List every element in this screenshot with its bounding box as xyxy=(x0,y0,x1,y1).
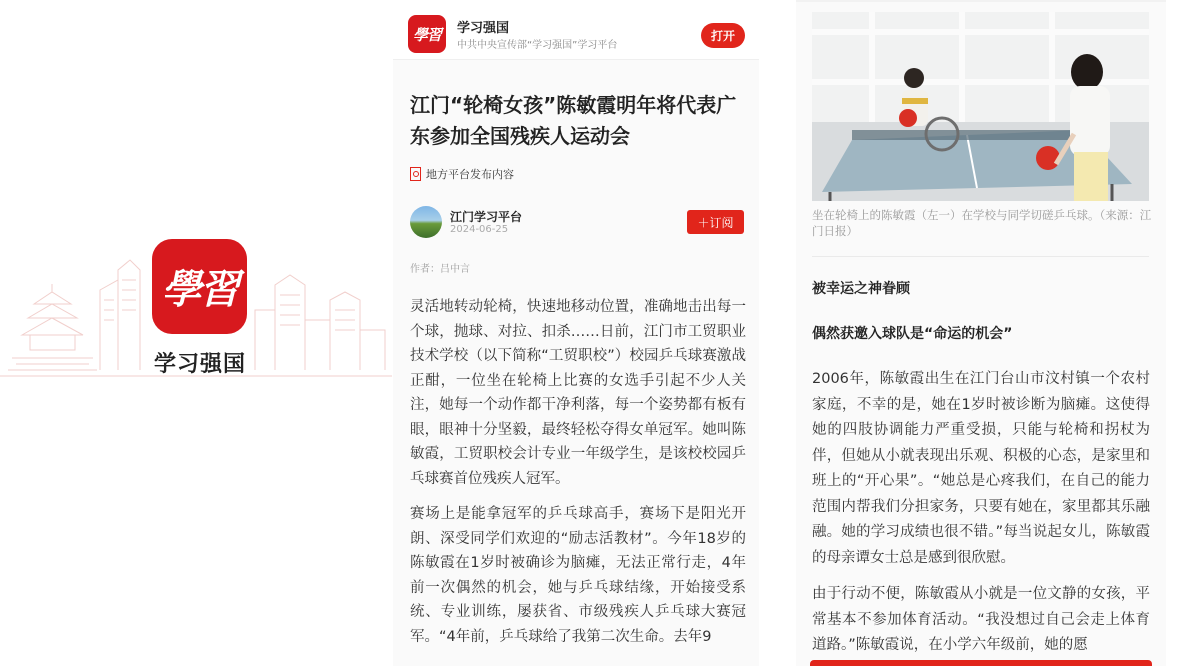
photo-caption: 坐在轮椅上的陈敏霞（左一）在学校与同学切磋乒乓球。（来源：江门日报） xyxy=(812,208,1152,238)
banner-app-name: 学习强国 xyxy=(457,21,510,36)
splash-app-name: 学习强国 xyxy=(153,352,246,377)
channel-row xyxy=(410,206,746,240)
open-app-button[interactable]: 打开 xyxy=(701,23,745,48)
article-continued xyxy=(796,0,1166,666)
app-logo-text: 學習 xyxy=(161,266,238,313)
article-content xyxy=(410,90,746,649)
app-banner xyxy=(393,0,759,60)
article-body xyxy=(812,367,1150,659)
article-paragraph: 2006年，陈敏霞出生在江门台山市汶村镇一个农村家庭，不幸的是，她在1岁时被诊断为脑瘫。这使得她的四肢协调能力严重受损，只能与轮椅和拐杖为伴，但她从小就表现出乐观、积极的心态，是家里和班上的“开心果”。“她总是心疼我们，在自己的能力范围内帮我们分担家务，只要有她在，家里都其乐融融。她的学习成绩也很不错。”每当说起女儿，陈敏霞的母亲谭女士总是感到很欣慰。 xyxy=(812,371,1150,566)
splash-screen xyxy=(0,0,392,666)
divider xyxy=(796,0,1166,2)
article-paragraph: 由于行动不便，陈敏霞从小就是一位文静的女孩，平常基本不参加体育活动。“我没想过自己会走上体育道路。”陈敏霞说，在小学六年级前，她的愿 xyxy=(812,586,1150,653)
open-in-app-bar[interactable] xyxy=(810,660,1152,666)
section-heading: 被幸运之神眷顾 xyxy=(812,281,910,297)
app-logo-text: 學習 xyxy=(412,25,441,44)
section-subheading: 偶然获邀入球队是“命运的机会” xyxy=(812,326,1013,342)
channel-name[interactable]: 江门学习平台 xyxy=(450,210,523,224)
badge-icon xyxy=(410,167,421,181)
author-line: 作者：吕中言 xyxy=(410,264,470,275)
app-logo-icon xyxy=(408,15,446,53)
article-title: 江门“轮椅女孩”陈敏霞明年将代表广东参加全国残疾人运动会 xyxy=(410,93,737,148)
divider xyxy=(812,256,1149,257)
app-logo xyxy=(152,239,247,334)
article-paragraph: 赛场上是能拿冠军的乒乓球高手，赛场下是阳光开朗、深受同学们欢迎的“励志活教材”。今年18岁的陈敏霞在1岁时被确诊为脑瘫，无法正常行走，4年前一次偶然的机会，她与乒乓球结缘，开始接受系统、专业训练，屡获省、市级残疾人乒乓球大赛冠军。“4年前，乒乓球给了我第二次生命。去年9 xyxy=(410,506,746,645)
publish-date: 2024-06-25 xyxy=(450,224,509,235)
article-paragraph: 灵活地转动轮椅，快速地移动位置，准确地击出每一个球，抛球、对拉、扣杀……日前，江门市工贸职业技术学校（以下简称“工贸职校”）校园乒乓球赛激战正酣，一位坐在轮椅上比赛的女选手引起不少人关注，她每一个动作都干净利落，每一个姿势都有板有眼，眼神十分坚毅，最终轻松夺得女单冠军。她叫陈敏霞，工贸职校会计专业一年级学生，是该校校园乒乓球赛首位残疾人冠军。 xyxy=(410,299,746,487)
subscribe-button[interactable]: ＋订阅 xyxy=(687,210,744,234)
table-tennis-photo xyxy=(812,12,1149,201)
banner-app-subtitle: 中共中央宣传部“学习强国”学习平台 xyxy=(457,40,618,51)
channel-avatar[interactable] xyxy=(410,206,442,238)
article-page xyxy=(393,0,759,666)
source-tag-label: 地方平台发布内容 xyxy=(426,168,514,181)
article-photo[interactable] xyxy=(812,12,1149,201)
source-tag xyxy=(410,166,746,182)
